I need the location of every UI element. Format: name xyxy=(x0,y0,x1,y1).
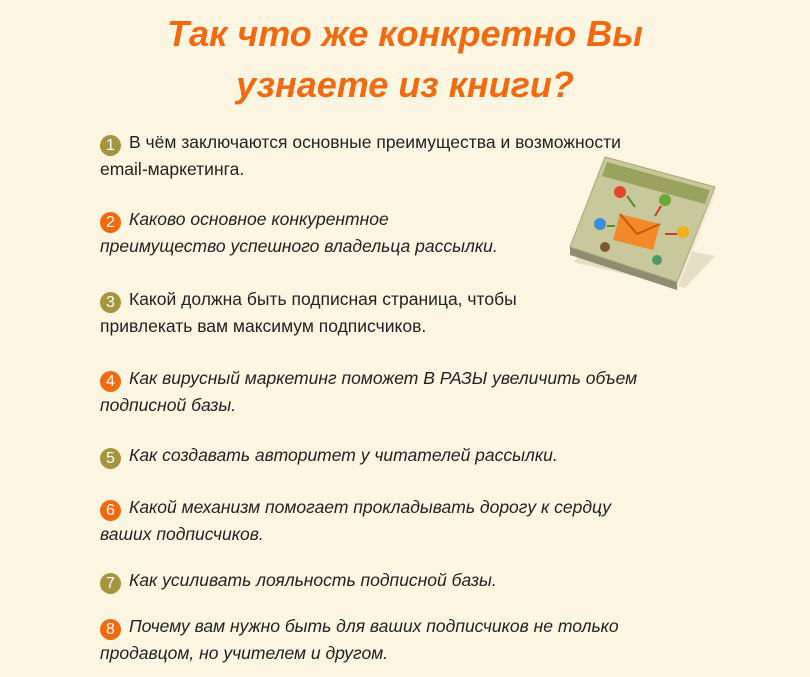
list-item xyxy=(100,567,497,594)
page-title xyxy=(0,8,810,110)
book-cover-envelope-icon xyxy=(565,152,725,292)
item-text: В чём заключаются основные преимущества и возможности email-маркетинга. xyxy=(100,132,621,179)
item-text: Как усиливать лояльность подписной базы. xyxy=(129,570,497,590)
page-title-line2: узнаете из книги? xyxy=(236,64,574,105)
number-badge: 8 xyxy=(100,619,121,640)
number-badge: 3 xyxy=(100,292,121,313)
number-badge: 1 xyxy=(100,135,121,156)
item-text: Как вирусный маркетинг поможет В РАЗЫ увеличить объем подписной базы. xyxy=(100,368,638,415)
item-text: Как создавать авторитет у читателей рассылки. xyxy=(129,445,558,465)
list-item xyxy=(100,494,611,547)
list-item xyxy=(100,442,558,469)
item-text: Какой механизм помогает прокладывать дорогу к сердцу ваших подписчиков. xyxy=(100,497,611,544)
number-badge: 7 xyxy=(100,573,121,594)
list-item xyxy=(100,206,498,259)
list-item xyxy=(100,365,637,418)
number-badge: 5 xyxy=(100,448,121,469)
page-title-line1: Так что же конкретно Вы xyxy=(166,13,644,54)
number-badge: 6 xyxy=(100,500,121,521)
list-item xyxy=(100,613,619,666)
item-text: Почему вам нужно быть для ваших подписчиков не только продавцом, но учителем и другом. xyxy=(100,616,619,663)
number-badge: 4 xyxy=(100,371,121,392)
list-item xyxy=(100,286,517,339)
list-item xyxy=(100,129,621,182)
item-text: Какой должна быть подписная страница, чтобы привлекать вам максимум подписчиков. xyxy=(100,289,517,336)
item-text: Каково основное конкурентное преимущество успешного владельца рассылки. xyxy=(100,209,498,256)
number-badge: 2 xyxy=(100,212,121,233)
book-cover-image xyxy=(565,152,725,292)
